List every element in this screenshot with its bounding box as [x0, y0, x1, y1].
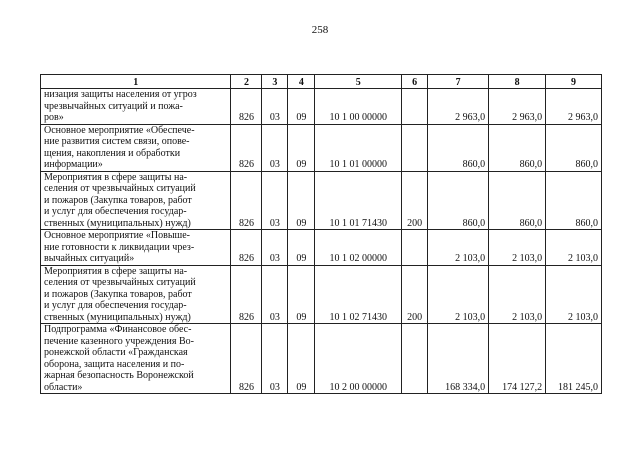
row-name-line: Мероприятия в сфере защиты на-: [44, 265, 188, 277]
row-name-line: Подпрограмма «Финансовое обес-: [44, 324, 192, 335]
target-article-cell: 10 2 00 00000: [315, 324, 402, 394]
row-name-line: низация защиты населения от угроз: [44, 89, 197, 100]
col-header-3: 3: [262, 75, 288, 89]
row-name-line: и услуг для обеспечения государ-: [44, 300, 187, 311]
subsection-cell: 09: [288, 230, 315, 266]
amount-year3-cell: 2 103,0: [546, 265, 602, 324]
row-name-line: селения от чрезвычайных ситуаций: [44, 183, 196, 194]
target-article-cell: 10 1 02 00000: [315, 230, 402, 266]
amount-year2-cell: 2 103,0: [489, 265, 546, 324]
amount-year2-cell: 2 103,0: [489, 230, 546, 266]
row-name-line: Мероприятия в сфере защиты на-: [44, 171, 188, 183]
row-name-line: щения, накопления и обработки: [44, 147, 181, 159]
row-name-line: ственных (муниципальных) нужд): [44, 217, 191, 229]
table-body: [41, 89, 602, 394]
amount-year3-cell: 2 963,0: [546, 89, 602, 125]
amount-year2-cell: 860,0: [489, 171, 546, 230]
amount-year1-cell: 860,0: [428, 124, 489, 171]
budget-table: [40, 74, 602, 394]
table-row: [41, 124, 602, 171]
row-name-line: информации»: [44, 159, 103, 170]
row-name-line: ние развития систем связи, опове-: [44, 136, 190, 147]
expense-type-cell: [402, 324, 428, 394]
row-name-line: и услуг для обеспечения государ-: [44, 206, 187, 217]
admin-code-cell: 826: [231, 324, 262, 394]
amount-year3-cell: 860,0: [546, 171, 602, 230]
table-row: [41, 324, 602, 394]
expense-type-cell: 200: [402, 171, 428, 230]
table-row: [41, 230, 602, 266]
amount-year2-cell: 174 127,2: [489, 324, 546, 394]
row-name-cell: [41, 89, 231, 125]
subsection-cell: 09: [288, 124, 315, 171]
section-cell: 03: [262, 324, 288, 394]
col-header-4: 4: [288, 75, 315, 89]
amount-year1-cell: 168 334,0: [428, 324, 489, 394]
expense-type-cell: 200: [402, 265, 428, 324]
row-name-cell: [41, 324, 231, 394]
amount-year1-cell: 2 103,0: [428, 265, 489, 324]
amount-year1-cell: 2 963,0: [428, 89, 489, 125]
row-name-cell: [41, 124, 231, 171]
target-article-cell: 10 1 00 00000: [315, 89, 402, 125]
row-name-line: Основное мероприятие «Обеспече-: [44, 124, 195, 136]
row-name-cell: [41, 265, 231, 324]
row-name-line: селения от чрезвычайных ситуаций: [44, 277, 196, 288]
section-cell: 03: [262, 171, 288, 230]
row-name-line: и пожаров (Закупка товаров, работ: [44, 288, 192, 300]
row-name-line: ственных (муниципальных) нужд): [44, 311, 191, 323]
row-name-line: вычайных ситуаций»: [44, 253, 135, 264]
amount-year3-cell: 860,0: [546, 124, 602, 171]
expense-type-cell: [402, 89, 428, 125]
amount-year1-cell: 2 103,0: [428, 230, 489, 266]
row-name-cell: [41, 230, 231, 266]
admin-code-cell: 826: [231, 230, 262, 266]
row-name-line: и пожаров (Закупка товаров, работ: [44, 194, 192, 206]
table-row: [41, 265, 602, 324]
admin-code-cell: 826: [231, 265, 262, 324]
section-cell: 03: [262, 89, 288, 125]
row-name-line: Основное мероприятие «Повыше-: [44, 230, 191, 241]
row-name-line: чрезвычайных ситуаций и пожа-: [44, 100, 183, 112]
subsection-cell: 09: [288, 324, 315, 394]
row-name-line: ров»: [44, 112, 64, 123]
subsection-cell: 09: [288, 89, 315, 125]
subsection-cell: 09: [288, 171, 315, 230]
row-name-cell: [41, 171, 231, 230]
col-header-2: 2: [231, 75, 262, 89]
col-header-9: 9: [546, 75, 602, 89]
header-row: [41, 75, 602, 89]
section-cell: 03: [262, 124, 288, 171]
row-name-line: ние готовности к ликвидации чрез-: [44, 241, 195, 253]
col-header-7: 7: [428, 75, 489, 89]
amount-year2-cell: 860,0: [489, 124, 546, 171]
row-name-line: жарная безопасность Воронежской: [44, 370, 194, 381]
admin-code-cell: 826: [231, 124, 262, 171]
admin-code-cell: 826: [231, 171, 262, 230]
amount-year3-cell: 181 245,0: [546, 324, 602, 394]
page-number: 258: [311, 24, 329, 36]
col-header-8: 8: [489, 75, 546, 89]
amount-year2-cell: 2 963,0: [489, 89, 546, 125]
target-article-cell: 10 1 01 71430: [315, 171, 402, 230]
admin-code-cell: 826: [231, 89, 262, 125]
table-row: [41, 171, 602, 230]
amount-year1-cell: 860,0: [428, 171, 489, 230]
target-article-cell: 10 1 01 00000: [315, 124, 402, 171]
section-cell: 03: [262, 230, 288, 266]
col-header-1: 1: [41, 75, 231, 89]
row-name-line: печение казенного учреждения Во-: [44, 335, 194, 347]
section-cell: 03: [262, 265, 288, 324]
row-name-line: оборона, защита населения и по-: [44, 358, 185, 370]
amount-year3-cell: 2 103,0: [546, 230, 602, 266]
col-header-6: 6: [402, 75, 428, 89]
row-name-line: области»: [44, 381, 83, 393]
expense-type-cell: [402, 124, 428, 171]
col-header-5: 5: [315, 75, 402, 89]
row-name-line: ронежской области «Гражданская: [44, 347, 188, 358]
table-row: [41, 89, 602, 125]
subsection-cell: 09: [288, 265, 315, 324]
target-article-cell: 10 1 02 71430: [315, 265, 402, 324]
expense-type-cell: [402, 230, 428, 266]
